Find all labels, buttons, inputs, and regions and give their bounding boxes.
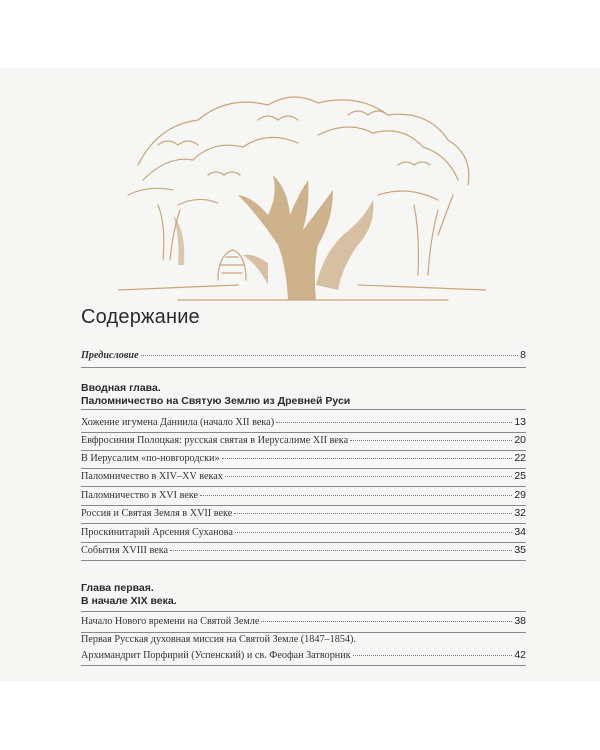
toc-page-number: 20 [514, 434, 526, 446]
divider [81, 367, 526, 368]
leader-dots [222, 457, 513, 459]
toc-entry[interactable] [81, 507, 526, 519]
toc-entry-text: Проскинитарий Арсения Суханова [81, 527, 233, 538]
divider [81, 523, 526, 524]
chapter-label: Глава первая. [81, 582, 154, 594]
divider [81, 486, 526, 487]
chapter-label: Вводная глава. [81, 382, 161, 394]
divider [81, 611, 526, 612]
tree-illustration [118, 85, 486, 315]
leader-dots [141, 354, 519, 356]
leader-dots [261, 620, 512, 622]
leader-dots [276, 421, 512, 423]
toc-page-number: 32 [514, 507, 526, 519]
divider [81, 505, 526, 506]
leader-dots [234, 512, 512, 514]
chapter-heading [81, 582, 177, 608]
toc-page-number: 29 [514, 489, 526, 501]
toc-entry[interactable] [81, 615, 526, 627]
toc-page-number: 22 [514, 452, 526, 464]
toc-entry[interactable] [81, 434, 526, 446]
divider [81, 632, 526, 633]
toc-entry-text: Евфросиния Полоцкая: русская святая в Иерусалиме XII века [81, 435, 349, 446]
toc-entry[interactable] [81, 526, 526, 538]
toc-entry[interactable] [81, 416, 526, 428]
toc-page-number: 34 [514, 526, 526, 538]
leader-dots [353, 654, 513, 656]
divider [81, 450, 526, 451]
chapter-subtitle: В начале XIX века. [81, 595, 177, 607]
toc-entry-text: В Иерусалим «по-новгородски» [81, 453, 220, 464]
toc-entry[interactable] [81, 470, 526, 482]
leader-dots [170, 549, 512, 551]
toc-page-number: 8 [520, 349, 526, 361]
divider [81, 468, 526, 469]
toc-entry[interactable] [81, 544, 526, 556]
divider [81, 665, 526, 666]
toc-entry-text: Паломничество в XVI веке [81, 490, 199, 501]
toc-page-number: 38 [514, 615, 526, 627]
toc-entry[interactable] [81, 489, 526, 501]
toc-entry[interactable] [81, 649, 526, 661]
divider [81, 409, 526, 410]
toc-entry-text: Архимандрит Порфирий (Успенский) и св. Феофан Затворник [81, 650, 351, 661]
chapter-subtitle: Паломничество на Святую Землю из Древней Руси [81, 395, 351, 407]
toc-entry[interactable] [81, 452, 526, 464]
toc-entry-preface[interactable] [81, 349, 526, 361]
toc-page-number: 42 [514, 649, 526, 661]
leader-dots [350, 439, 512, 441]
toc-entry-text-line1: Первая Русская духовная миссия на Святой Земле (1847–1854). [81, 634, 356, 645]
toc-entry-text: События XVIII века [81, 545, 169, 556]
toc-title: Содержание [81, 306, 200, 328]
toc-page-number: 13 [514, 416, 526, 428]
leader-dots [200, 494, 512, 496]
divider [81, 432, 526, 433]
toc-page-number: 25 [514, 470, 526, 482]
leader-dots [225, 475, 512, 477]
divider [81, 542, 526, 543]
leader-dots [235, 531, 512, 533]
toc-entry-text: Начало Нового времени на Святой Земле [81, 616, 260, 627]
toc-entry-text: Россия и Святая Земля в XVII веке [81, 508, 233, 519]
chapter-heading [81, 382, 350, 408]
divider [81, 560, 526, 561]
toc-entry-text: Хожение игумена Даниила (начало XII века) [81, 417, 275, 428]
toc-page-number: 35 [514, 544, 526, 556]
toc-entry-text: Паломничество в XIV–XV веках [81, 471, 223, 482]
toc-entry-text: Предисловие [81, 350, 139, 361]
